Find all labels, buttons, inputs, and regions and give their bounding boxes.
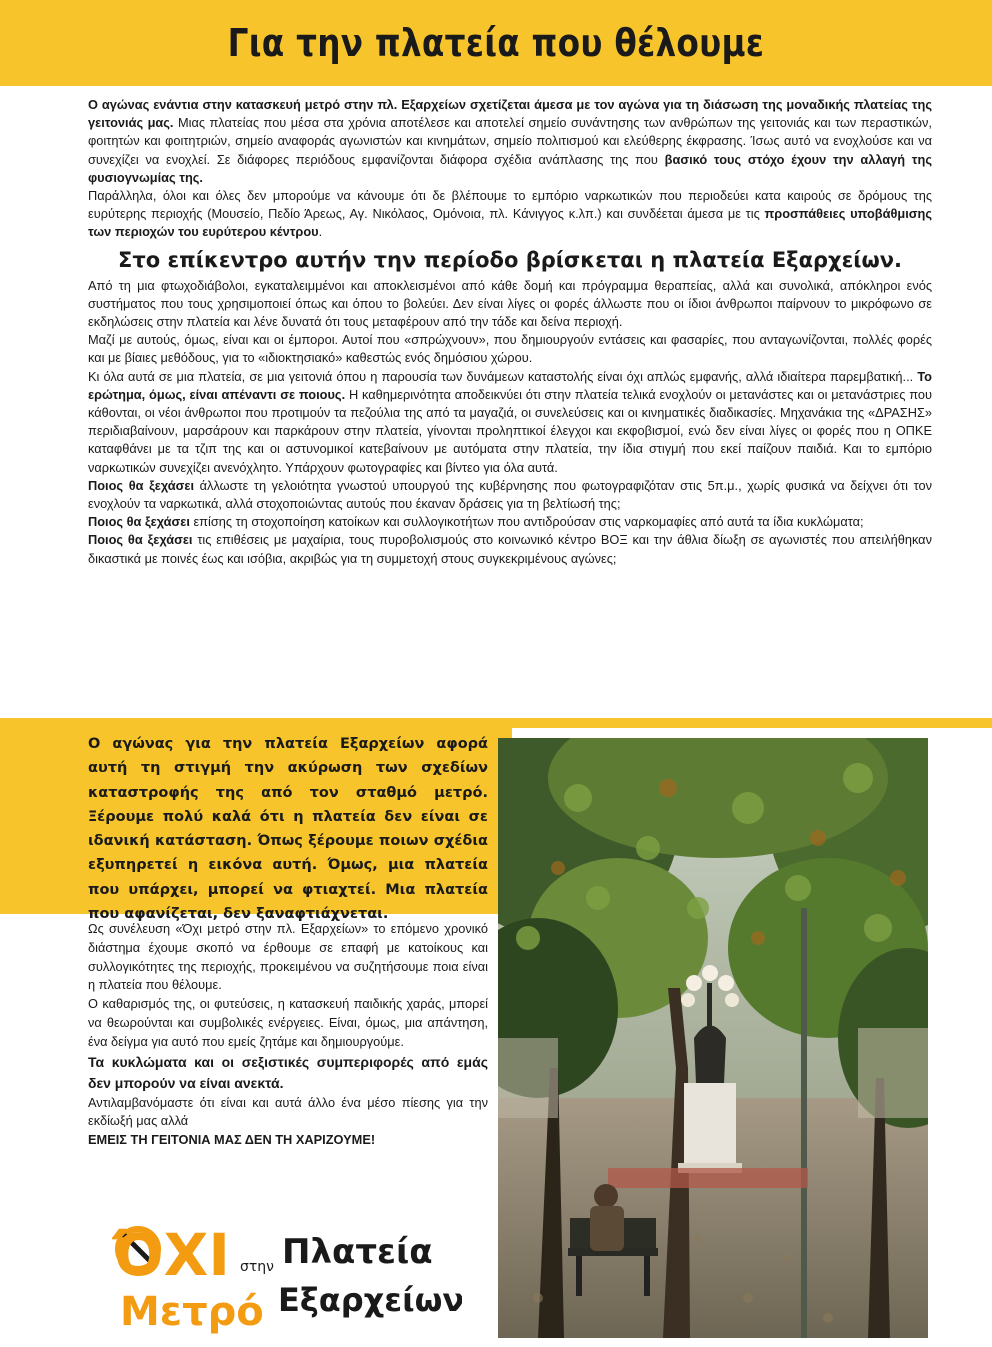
- closing-slogan: ΕΜΕΙΣ ΤΗ ΓΕΙΤΟΝΙΑ ΜΑΣ ΔΕΝ ΤΗ ΧΑΡΙΖΟΥΜΕ!: [88, 1132, 376, 1148]
- intro-paragraph: [88, 96, 932, 187]
- logo-exarcheion: Εξαρχείων: [278, 1281, 462, 1319]
- intro-paragraph-2: [88, 187, 932, 242]
- logo-graphic: [112, 1215, 462, 1335]
- question-text-2: επίσης τη στοχοποίηση κατοίκων και συλλογικοτήτων που αντιδρούσαν στις ναρκομαφίες από αυτά τα ίδια κυκλώματα;: [189, 514, 864, 530]
- question-1: [88, 477, 932, 513]
- intro-text-3: .: [318, 224, 323, 240]
- lower-paragraph-1: Ως συνέλευση «Όχι μετρό στην πλ. Εξαρχείων» το επόμενο χρονικό διάστημα έχουμε σκοπό να έρθουμε σε επαφή με κατοίκους και συλλογικότητες της περιοχής, προκειμένου να συζητήσουμε ποια είναι η πλατεία που θέλουμε.: [88, 921, 488, 993]
- logo-metro: Μετρό: [120, 1289, 264, 1335]
- question-text-3: τις επιθέσεις με μαχαίρια, τους πυροβολισμούς στο κοινωνικό κέντρο ΒΟΞ και την άθλια δίωξη σε αγωνιστές που απειλήθηκαν δικαστικά με ποινές έως και ισόβια, ακριβώς για τη συμμετοχή στους συγκεκριμένους αγώνες;: [88, 532, 932, 566]
- question-label: Ποιος θα ξεχάσει: [88, 514, 190, 530]
- logo-stin: στην: [240, 1259, 274, 1275]
- intro-text-1: Μιας πλατείας που μέσα στα χρόνια αποτέλεσε και αποτελεί σημείο συνάντησης των ανθρώπων της γειτονιάς και των περαστικών, φοιτητών και φοιτητριών, σημείο αναφοράς αγωνιστών και κινημάτων, σημείο πολιτισμού και ελεύθερης έκφρασης. Ίσως αυτό να ενοχλούσε και να συνεχίζει να ενοχλεί. Σε διάφορες περιόδους εμφανίζονται διάφορα σχέδια ανάπλασης της που: [88, 115, 932, 167]
- body-text-3c: Η καθημερινότητα αποδεικνύει ότι στην πλατεία τελικά ενοχλούν οι μετανάστες και οι μετανάστριες που κάθονται, οι νέοι άνθρωποι που προτιμούν τα πεζούλια της από τα μαγαζιά, οι συνελεύσεις και οι κινηματικές διαδικασίες. Μηχανάκια της «ΔΡΑΣΗΣ» περιδιαβαίνουν, μαρσάρουν και παρκάρουν στην πλατεία, γίνονται προληπτικοί έλεγχοι και εκφοβισμοί, ενώ δεν είναι λίγες οι φορές που η ΟΠΚΕ καταφθάνει με τα τζιπ της και οι αστυνομικοί κατεβαίνουν με αυτόματα στην πλατεία, την ίδια στιγμή που εκεί παίζουν παιδιά. Και το εμπόριο ναρκωτικών συνεχίζει ανενόχλητο. Υπάρχουν φωτογραφίες και βίντεο για όλα αυτά.: [88, 386, 932, 475]
- lower-text: [88, 920, 488, 1150]
- body-paragraph-1: Από τη μια φτωχοδιάβολοι, εγκαταλειμμένοι και αποκλεισμένοι από κάθε δομή και πρόγραμμα θεραπείας, αλλά και συνολικά, απόκληροι ενός συστήματος που τους χρησιμοποιεί όπως και όπου το βολεύει. Δεν είναι λίγες οι φορές άλλωστε που οι ίδιοι άνθρωποι παίρνουν το μικρόφωνο σε εκδηλώσεις στην πλατεία και λένε δυνατά ότι τους μεταφέρουν από την τάδε και δείνα περιοχή.: [88, 277, 932, 330]
- page-title: Για την πλατεία που θέλουμε: [227, 21, 765, 65]
- subheading: Στο επίκεντρο αυτήν την περίοδο βρίσκεται η πλατεία Εξαρχείων.: [117, 247, 902, 272]
- body-text-3a: Κι όλα αυτά σε μια πλατεία, σε μια γειτονιά όπου η παρουσία των δυνάμεων καταστολής είναι όχι απλώς εμφανής, αλλά ιδιαίτερα παρεμβατική...: [88, 368, 918, 384]
- lower-paragraph-4: Αντιλαμβανόμαστε ότι είναι και αυτά άλλο ένα μέσο πίεσης για την εκδίωξή μας αλλά: [88, 1094, 488, 1129]
- body-bold-3b: Το ερώτημα, όμως, είναι απέναντι σε ποιους.: [88, 368, 932, 402]
- square-photo: [498, 738, 928, 1338]
- intro-bold-1: Ο αγώνας ενάντια στην κατασκευή μετρό στην πλ. Εξαρχείων σχετίζεται άμεσα με τον αγώνα για τη διάσωση της μοναδικής πλατείας της γειτονιάς μας.: [88, 97, 932, 131]
- logo-plateia: Πλατεία: [282, 1232, 433, 1272]
- body-paragraph-2: Μαζί με αυτούς, όμως, είναι και οι έμποροι. Αυτοί που «σπρώχνουν», που δημιουργούν εντάσεις και φασαρίες, που ανταγωνίζονται, πολλές φορές και με βίαιες μεθόδους, για το «ιδιοκτησιακό» καθεστώς ενός δημόσιου χώρου.: [88, 332, 932, 366]
- lower-paragraph-2: Ο καθαρισμός της, οι φυτεύσεις, η κατασκευή παιδικής χαράς, μπορεί να θεωρούνται και συμβολικές ενέργειες. Είναι, όμως, μια απάντηση, ένα δείγμα για αυτό που εμείς ζητάμε και δημιουργούμε.: [88, 996, 488, 1049]
- lower-paragraph-3: Τα κυκλώματα και οι σεξιστικές συμπεριφορές από εμάς δεν μπορούν να είναι ανεκτά.: [88, 1053, 488, 1091]
- question-label: Ποιος θα ξεχάσει: [88, 532, 193, 548]
- body-paragraph-3: [88, 368, 932, 477]
- title-banner: [0, 0, 992, 86]
- intro-text-2: Παράλληλα, όλοι και όλες δεν μπορούμε να κάνουμε ότι δε βλέπουμε το εμπόριο ναρκωτικών που περιοδεύει κατα καιρούς σε δρόμους της ευρύτερης περιοχής (Μουσείο, Πεδίο Άρεως, Αγ. Νικόλαος, Ομόνοια, πλ. Κάνιγγος κ.λπ.) και συνδέεται άμεσα με τις: [88, 188, 932, 222]
- question-text-1: άλλωστε τη γελοιότητα γνωστού υπουργού της κυβέρνησης που φωτογραφιζόταν στις 5π.μ., χωρίς φυσικά να δείχνει ότι τον ενοχλούν τα ναρκωτικά, αλλά στοχοποιώντας αυτούς που έκαναν δράσεις για τη βελτίωσή της;: [88, 477, 932, 512]
- logo-oxi: ΌΧΙ: [112, 1221, 230, 1289]
- question-3: [88, 531, 932, 567]
- park-scene-image: [498, 738, 928, 1338]
- highlight-text: Ο αγώνας για την πλατεία Εξαρχείων αφορά αυτή τη στιγμή την ακύρωση των σχεδίων καταστροφής της από τον σταθμό μετρό. Ξέρουμε πολύ καλά ότι η πλατεία δεν είναι σε ιδανική κατάσταση. Όπως ξέρουμε ποιων σχέδια εξυπηρετεί η εικόνα αυτή. Όμως, μια πλατεία που υπάρχει, μπορεί να φτιαχτεί. Μια πλατεία που αφανίζεται, δεν ξαναφτιάχνεται.: [88, 736, 488, 923]
- intro-bold-2: βασικό τους στόχο έχουν την αλλαγή της φυσιογνωμίας της.: [88, 151, 932, 185]
- question-2: [88, 513, 932, 531]
- question-label: Ποιος θα ξεχάσει: [88, 477, 195, 493]
- main-text: [88, 96, 932, 568]
- intro-bold-3: προσπάθειες υποβάθμισης των περιοχών του ευρύτερου κέντρου: [88, 206, 933, 240]
- campaign-logo: [112, 1215, 462, 1335]
